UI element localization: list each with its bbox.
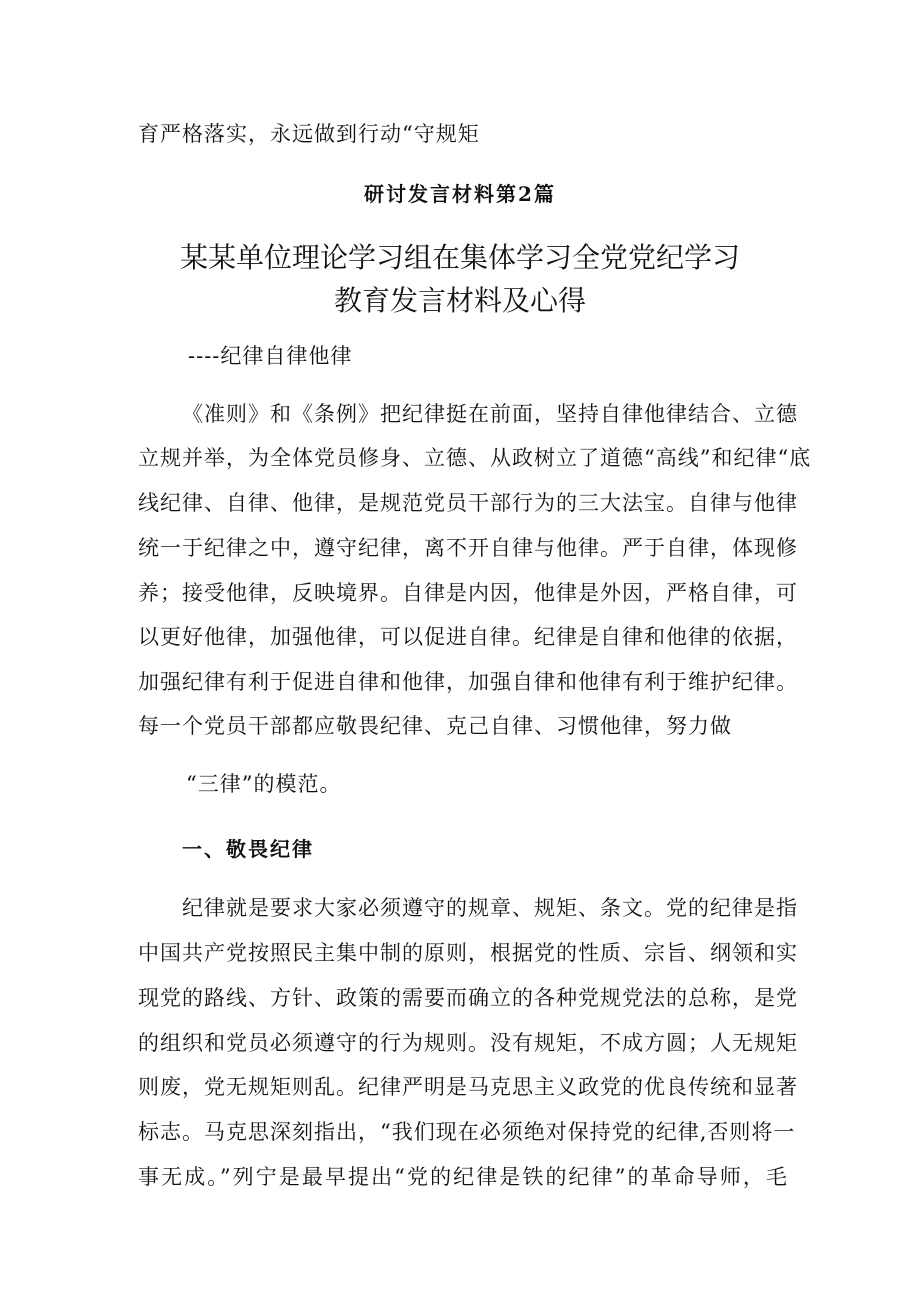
document-subtitle: 研讨发言材料第2篇 xyxy=(364,182,556,206)
paragraph-2-line: 标志。马克思深刻指出，“我们现在必须绝对保持党的纪律,否则将一 xyxy=(138,1120,796,1144)
carryover-text-line: 育严格落实，永远做到行动“守规矩 xyxy=(138,122,480,146)
paragraph-1-line: 《准则》和《条例》把纪律挺在前面，坚持自律他律结合、立德 xyxy=(182,402,798,426)
paragraph-2-line: 则废，党无规矩则乱。纪律严明是马克思主义政党的优良传统和显著 xyxy=(138,1075,798,1099)
document-byline: ----纪律自律他律 xyxy=(188,344,353,368)
paragraph-1-ending: “三律”的模范。 xyxy=(186,772,342,796)
paragraph-2-line: 中国共产党按照民主集中制的原则，根据党的性质、宗旨、纲领和实 xyxy=(138,941,798,965)
paragraph-1-line: 养；接受他律，反映境界。自律是内因，他律是外因，严格自律，可 xyxy=(138,581,798,605)
document-title-line-2: 教育发言材料及心得 xyxy=(333,284,586,317)
paragraph-1-line: 立规并举，为全体党员修身、立德、从政树立了道德“高线”和纪律“底 xyxy=(138,446,812,470)
paragraph-2-line: 事无成。”列宁是最早提出“党的纪律是铁的纪律”的革命导师，毛 xyxy=(138,1165,788,1189)
paragraph-1-line: 线纪律、自律、他律，是规范党员干部行为的三大法宝。自律与他律 xyxy=(138,491,798,515)
paragraph-1-line: 加强纪律有利于促进自律和他律，加强自律和他律有利于维护纪律。 xyxy=(138,670,798,694)
paragraph-2-line: 现党的路线、方针、政策的需要而确立的各种党规党法的总称，是党 xyxy=(138,986,798,1010)
document-title-line-1: 某某单位理论学习组在集体学习全党党纪学习 xyxy=(179,241,740,274)
paragraph-2-line: 的组织和党员必须遵守的行为规则。没有规矩，不成方圆；人无规矩 xyxy=(138,1031,798,1055)
paragraph-1-line: 每一个党员干部都应敬畏纪律、克己自律、习惯他律，努力做 xyxy=(138,714,732,738)
paragraph-1-line: 以更好他律，加强他律，可以促进自律。纪律是自律和他律的依据， xyxy=(138,625,798,649)
section-heading: 一、敬畏纪律 xyxy=(182,837,314,861)
paragraph-1-line: 统一于纪律之中，遵守纪律，离不开自律与他律。严于自律，体现修 xyxy=(138,536,798,560)
paragraph-2-line: 纪律就是要求大家必须遵守的规章、规矩、条文。党的纪律是指 xyxy=(182,896,798,920)
